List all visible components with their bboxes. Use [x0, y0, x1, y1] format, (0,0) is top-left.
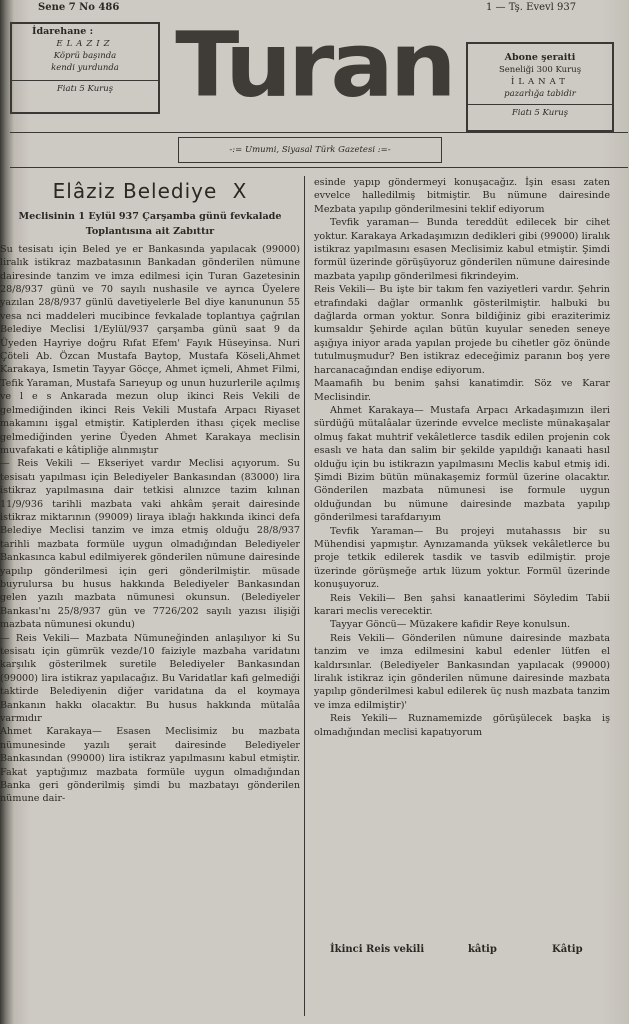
right-paragraph: esinde yapıp göndermeyi konuşacağız. İşin esası zaten evvelce halledilmiş bitmiştir. Bu nümune dairesinde Mezbata yapılıp gönderilmesini teklif ediyorum: [314, 177, 610, 215]
right-paragraph: Tayyar Göncü— Müzakere kafidir Reye konulsun.: [330, 619, 571, 631]
left-paragraph: Ahmet Karakaya— Esasen Meclisimiz bu mazbata nümunesinde yazılı şerait dairesinde Belediyeler Bankasından (99000) lira istikraz yapılmasını kabul etmiştir. Fakat yaptığımız mazbata formüle uygun olmadığından Banka geri gönderilmiş şimdi bu mazbatayı gönderilen nümune dair-: [0, 726, 300, 805]
article-subhead-2: Toplantısına ait Zabıttır: [85, 226, 215, 238]
left-paragraph: Su tesisatı için Beled ye er Bankasında yapılacak (99000) liralık istikraz mazbatasının Bankadan gönderilen nümune dairesinde tanzim ve imza edilmesi için Turan Gazetesinin 28/8/937 günü ve 70 sayılı nushasile ve ayrıca Üyelere yazılan 28/8/937 günlü davetiyelerle Bel diye kanununun 55 vesa nci maddeleri mucibince fevkalade toplantıya çağrılan Belediye Meclisi 1/Eylül/937 çarşamba günü saat 9 da Üyeden Hayriye doğru Rıfat Efem' Fayık Hüseyinsa. Nuri Çöteli Ab. Özcan Mustafa Baytop, Mustafa Köseli,Ahmet Karakaya, Ismetin Tayyar Göcçe, Ahmet içmeli, Ahmet Filmi, Tefik Yaraman, Mustafa Sarıeyup og unun huzurlerile açılmış ve l e s Ankarada mezun olup ikinci Reis Vekili de gelmediğinden ikinci Reis Vekili Mustafa Arpacı Riyaset makamını işgal etmiştir. Katiplerden ithası çiçek meclise gelmediğinden yerine Üyeden Ahmet Karakaya meclisin muvafakati e kâtipliğe alınmıştır: [0, 243, 300, 456]
right-paragraph: Reis Vekili— Bu işte bir takım fen vaziyetleri vardır. Şehrin etrafındaki dağlar ormanlık gösterilmiştir. halbuki bu dağlarda orman yoktur. Sonra bildiğiniz gibi eraziterimiz kumsaldır Şehirde açılan bütün kuyular seneden seneye aşığıya iniyor arada yapılan projede bu cihetler göz önünde tutulmuşmudur? Ben istikraz edeceğimiz paranın boş yere harcanacağından endişe ediyorum.: [314, 284, 610, 376]
right-paragraph: Maamafih bu benim şahsi kanatimdir. Söz ve Karar Meclisindir.: [314, 378, 610, 403]
article-headline: [0, 178, 300, 204]
headline-mark: X: [232, 179, 248, 203]
right-paragraph: Reis Yekili— Ruznamemizde görüşülecek başka iş olmadığından meclisi kapatıyorum: [314, 713, 610, 738]
admin-heading: İdarehane :: [32, 26, 94, 37]
signature-clerk-2: Kâtip: [552, 944, 583, 955]
left-paragraph: — Reis Vekili — Ekseriyet vardır Meclisi açıyorum. Su tesisatı yapılması için Belediyeler Bankasından (83000) lira istikraz yapılmasına dair tetkisi alınızce tazim kılınan 11/9/936 tarihli mazbata vaki ahkâm şerait dairesinde istikraz miktarının (99009) liraya iblağı hakkında ikinci defa Belediye Meclisi tanzim ve imza etmiş olduğu 28/8/937 tarihli mazbata formüle uygun olmadığından Belediyeler Bankasınca kabul edilmiyerek gönderilen nümune dairesinde yapılıp gönderilmesi için geri gönderilmiştir. müsade buyrulursa bu husus hakkında Belediyeler Bankasından gelen yazılı mazbata nümunesi okunsun. (Belediyeler Bankası'nı 25/8/937 gün ve 7726/202 sayılı yazısı ilişiği mazbata nümunesi okundu): [0, 458, 300, 631]
right-paragraph: Reis Vekili— Ben şahsi kanaatlerimi Söyledim Tabii karari meclis verecektir.: [314, 592, 610, 617]
motto: -:= Umumi, Siyasal Türk Gazetesi :=-: [178, 137, 442, 163]
article-right-column: [314, 176, 610, 936]
right-paragraph: Tevfik Yaraman— Bu projeyi mutahassıs bir su Mühendisi yapmıştır. Aynızamanda yüksek vekâletlerce bu proje tetkik edilerek tasdik ve tasvib edilmiştir. proje üzerinde görüşmeğe artık lüzum yoktur. Formül üzerinde konuşuyoruz.: [314, 525, 610, 591]
signature-vice-chair: İkinci Reis vekili: [330, 944, 425, 955]
admin-box: [10, 22, 160, 114]
subscription-box: [466, 42, 614, 132]
subscription-line1: Seneliği 300 Kuruş: [498, 65, 582, 75]
masthead-rule-bottom: [10, 167, 628, 168]
newspaper-title: Turan: [175, 13, 453, 118]
column-divider: [304, 176, 305, 1016]
signature-clerk-1: kâtip: [468, 944, 497, 955]
headline-text: Elâziz Belediye: [52, 179, 218, 203]
admin-line2: kendi yurdunda: [51, 63, 119, 73]
right-paragraph: Reis Vekili— Gönderilen nümune dairesinde mazbata tanzim ve imza edilmesini kabul edenler lütfen el kaldırsınlar. (Belediyeler Bankasından yapılacak (99000) liralık istikraz için gönderilen nümune dairesinde mazbata yapılıp gönderilmesi kabul edilerek üç nush mazbata tanzim ve imza edilmiştir)': [314, 632, 610, 711]
masthead-rule-top: [10, 132, 628, 133]
subscription-line3: pazarlığa tabidir: [504, 89, 576, 99]
issue-date: 1 — Tş. Evevl 937: [486, 2, 577, 13]
right-paragraph: Ahmet Karakaya— Mustafa Arpacı Arkadaşımızın ileri sürdüğü mütalâalar üzerinde evvelce mecliste münakaşalar olmuş fakat muhtrif vekâletlerce tasdik edilen projenin cok esaslı ve hata dan salim bir şekilde yapıldığı kanaati hasıl olduğu için bu istikrazın yapılmasını Meclis kabul etmiş idi. Şimdi Bizim bütün münakaşemiz formül üzerine olacaktır. Gönderilen mazbata nümunesi ise formule uygun olduğundan bu nümune dairesinde mazbata yapılıp gönderilmesi tarafdarıyım: [314, 404, 610, 524]
article-left-column: [0, 176, 300, 1016]
right-paragraph: Tevfik yaraman— Bunda tereddüt edilecek bir cihet yoktur. Karakaya Arkadaşımızın dedikleri gibi (99000) liralık istikraz yapılmasını esasen Meclisimiz kabul etmiştir. Şimdi formül üzerinde görüşüyoruz gönderilen nümune dairesinde mazbata yapılıp gönderilmesi fikrindeyim.: [314, 217, 610, 282]
subscription-heading: Abone şeraiti: [504, 52, 576, 63]
issue-number: Sene 7 No 486: [38, 2, 120, 13]
article-subhead-1: Meclisinin 1 Eylül 937 Çarşamba günü fevkalade: [18, 211, 282, 222]
admin-line1: Köprü başında: [53, 51, 117, 61]
left-paragraph: — Reis Vekili— Mazbata Nümuneğinden anlaşılıyor ki Su tesisatı için gümrük vezde/10 faiziyle mazbaha varidatını karşılık gösterilmek suretile Belediyeler Bankasından (99000) lira istikraz yapılacağız. Bu Varidatlar kafi gelmediği taktirde Belediyenin diğer varidatına da el koymaya Bankanın hakkı olacaktır. Bu husus hakkında mütalâa varmıdır: [0, 632, 300, 725]
subscription-line2: İLANAT: [511, 77, 569, 87]
admin-price: Fiatı 5 Kuruş: [12, 80, 158, 95]
admin-city: ELAZIZ: [56, 39, 114, 49]
subscription-price: Fiatı 5 Kuruş: [468, 104, 612, 119]
